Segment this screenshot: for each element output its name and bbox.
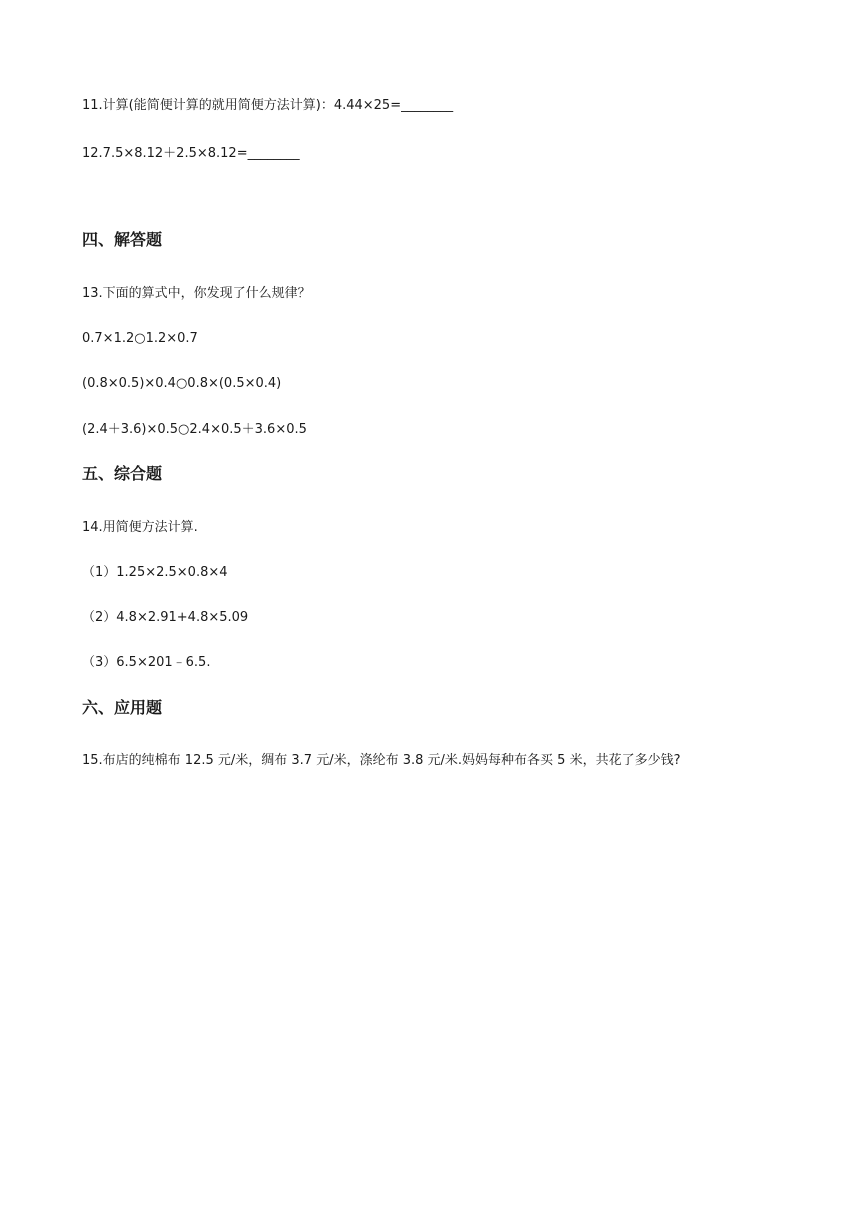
section-4-heading: 四、解答题 (82, 230, 163, 249)
question-11: 11.计算(能简便计算的就用简便方法计算)：4.44×25=________ (82, 98, 454, 113)
question-14-item-3: （3）6.5×201﹣6.5. (82, 655, 211, 670)
question-14-item-2: （2）4.8×2.91+4.8×5.09 (82, 610, 249, 625)
question-15: 15.布店的纯棉布 12.5 元/米，绸布 3.7 元/米，涤纶布 3.8 元/米.妈妈每种布各买 5 米，共花了多少钱? (82, 753, 681, 768)
question-13-line-3: (2.4＋3.6)×0.5○2.4×0.5＋3.6×0.5 (82, 422, 307, 437)
question-13-prompt: 13.下面的算式中，你发现了什么规律？ (82, 286, 311, 301)
section-5-heading: 五、综合题 (82, 464, 163, 483)
section-6-heading: 六、应用题 (82, 698, 163, 717)
question-13-line-2: (0.8×0.5)×0.4○0.8×(0.5×0.4) (82, 376, 282, 391)
question-14-prompt: 14.用简便方法计算. (82, 520, 198, 535)
question-14-item-1: （1）1.25×2.5×0.8×4 (82, 565, 228, 580)
question-12: 12.7.5×8.12＋2.5×8.12=________ (82, 146, 300, 161)
question-13-line-1: 0.7×1.2○1.2×0.7 (82, 331, 198, 346)
